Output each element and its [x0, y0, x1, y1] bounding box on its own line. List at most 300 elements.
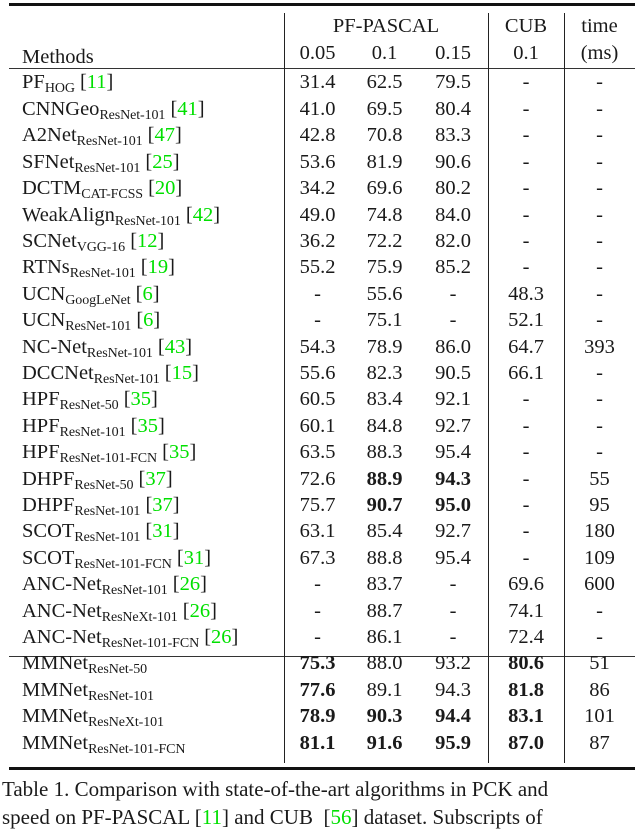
- citation-link-56[interactable]: 56: [330, 805, 352, 829]
- pck-01-cell: 69.5: [366, 97, 403, 120]
- pck-005-cell: 42.8: [299, 124, 336, 147]
- table-row: [9, 228, 635, 254]
- method-name-cell: [9, 69, 284, 96]
- pck-01-cell: 81.9: [366, 150, 403, 173]
- time-cell: -: [596, 150, 603, 173]
- backbone-subscript: ResNet-101-FCN: [59, 451, 157, 467]
- caption-line-2: [2, 803, 640, 831]
- pck-015-cell: 80.4: [435, 97, 471, 120]
- time-cell: -: [596, 71, 603, 94]
- method-name-cell: [9, 519, 284, 545]
- backbone-subscript: ResNet-50: [59, 398, 119, 414]
- caption-line-1: Table 1. Comparison with state-of-the-art algorithms in PCK and: [2, 777, 549, 801]
- backbone-subscript: ResNet-101: [59, 424, 126, 440]
- method-name-cell: [9, 651, 284, 677]
- pck-005-cell: 55.6: [299, 362, 336, 385]
- pck-015-cell: -: [449, 282, 457, 305]
- method-name: SCNet: [22, 229, 77, 252]
- citation-link[interactable]: 31: [152, 520, 173, 543]
- backbone-subscript: GoogLeNet: [65, 292, 131, 308]
- cub-pck-cell: 87.0: [508, 731, 544, 754]
- pck-01-cell: 75.1: [366, 309, 403, 332]
- bracket: [: [140, 150, 153, 173]
- citation-link[interactable]: 37: [145, 467, 166, 490]
- pck-005-cell: -: [314, 599, 321, 622]
- pck-015-cell: 93.2: [435, 652, 471, 675]
- table-row: [9, 651, 635, 677]
- bracket: ]: [213, 203, 221, 226]
- backbone-subscript: ResNet-101: [74, 160, 141, 176]
- bracket: [: [74, 71, 87, 94]
- backbone-subscript: ResNeXt-101: [101, 609, 178, 625]
- pck-01-cell: 86.1: [366, 626, 403, 649]
- bracket: ]: [231, 626, 239, 649]
- method-name-cell: [9, 122, 284, 148]
- table-row: [9, 334, 635, 360]
- pck-015-cell: 95.0: [435, 494, 471, 517]
- time-cell: -: [596, 256, 603, 279]
- method-name: WeakAlign: [22, 203, 115, 226]
- pck-01-cell: 72.2: [366, 229, 403, 252]
- time-cell: -: [596, 388, 603, 411]
- time-cell: -: [596, 626, 603, 649]
- backbone-subscript: ResNet-101: [65, 319, 132, 335]
- bracket: ]: [151, 388, 158, 411]
- citation-link[interactable]: 26: [179, 573, 201, 596]
- bracket: ]: [200, 573, 207, 596]
- cub-pck-cell: -: [522, 203, 530, 226]
- citation-link[interactable]: 35: [168, 441, 190, 464]
- pck-01-cell: 89.1: [366, 678, 403, 701]
- method-name-cell: [9, 730, 284, 756]
- method-name-cell: [9, 466, 284, 492]
- method-name: RTNs: [22, 256, 70, 279]
- pck-01-cell: 83.7: [366, 573, 403, 596]
- pck-005-cell: 63.1: [299, 520, 336, 543]
- bracket: ]: [175, 124, 182, 147]
- table-row: [9, 386, 635, 412]
- pck-01-cell: 74.8: [366, 203, 403, 226]
- pck-015-cell: 90.6: [435, 150, 471, 173]
- backbone-subscript: ResNet-101-FCN: [74, 556, 172, 572]
- method-name: DHPF: [22, 467, 75, 490]
- method-name: UCN: [22, 282, 66, 305]
- method-name-cell: [9, 228, 284, 254]
- bracket: ]: [157, 414, 165, 437]
- table-row: [9, 730, 635, 756]
- pfpascal-header: PF-PASCAL: [332, 14, 440, 37]
- cub-pck-cell: 72.4: [508, 626, 544, 649]
- citation-link[interactable]: 37: [152, 494, 173, 517]
- pck-015-cell: 84.0: [435, 203, 471, 226]
- cub-pck-cell: -: [522, 177, 530, 200]
- bracket: [: [171, 546, 184, 569]
- pck-01-cell: 88.9: [366, 467, 403, 490]
- pck-01-cell: 70.8: [366, 124, 403, 147]
- bracket: ]: [165, 467, 173, 490]
- table-bottom-rule: [9, 767, 635, 770]
- method-name-cell: [9, 571, 284, 597]
- time-cell: -: [596, 229, 603, 252]
- pck-015-cell: 79.5: [435, 71, 471, 94]
- table-row: [9, 466, 635, 492]
- time-cell: 51: [589, 652, 610, 675]
- citation-link[interactable]: 12: [137, 229, 158, 252]
- method-name-cell: [9, 624, 284, 650]
- citation-link[interactable]: 43: [164, 335, 186, 358]
- cub-pck-cell: -: [522, 97, 530, 120]
- cub-pck-cell: 52.1: [508, 309, 544, 332]
- table-row: [9, 69, 635, 96]
- backbone-subscript: ResNet-101: [76, 134, 143, 150]
- citation-link[interactable]: 19: [147, 256, 169, 279]
- method-name: CNNGeo: [22, 97, 100, 120]
- citation-link[interactable]: 47: [154, 124, 175, 147]
- method-name-cell: [9, 149, 284, 175]
- table-row: [9, 492, 635, 518]
- time-cell: -: [596, 177, 603, 200]
- backbone-subscript: ResNet-101: [69, 266, 136, 282]
- pck-01-cell: 90.3: [366, 705, 403, 728]
- bracket: ]: [210, 599, 217, 622]
- pck-015-cell: 83.3: [435, 124, 471, 147]
- pck-005-cell: 53.6: [299, 150, 336, 173]
- pck-005-cell: 55.2: [299, 256, 336, 279]
- table-row: [9, 703, 635, 729]
- table-row: [9, 254, 635, 280]
- pck-005-cell: -: [314, 309, 321, 332]
- citation-link[interactable]: 25: [152, 150, 173, 173]
- cub-pck-cell: -: [522, 388, 530, 411]
- cub-pck-cell: 69.6: [508, 573, 544, 596]
- time-cell: -: [596, 282, 603, 305]
- backbone-subscript: ResNet-50: [88, 662, 148, 678]
- pck-01-cell: 88.3: [366, 441, 403, 464]
- pck-01-cell: 91.6: [366, 731, 403, 754]
- pck-015-cell: 95.4: [435, 546, 471, 569]
- method-name: DHPF: [22, 494, 75, 517]
- pck-015-cell: 86.0: [435, 335, 471, 358]
- backbone-subscript: ResNet-101: [88, 688, 154, 704]
- pck-015-cell: 95.4: [435, 441, 471, 464]
- method-name-cell: [9, 386, 284, 412]
- pck-015-cell: 92.7: [435, 414, 471, 437]
- pck-01-cell: 78.9: [366, 335, 403, 358]
- pck-005-cell: 31.4: [299, 71, 336, 94]
- method-name-cell: [9, 703, 284, 729]
- bracket: ]: [185, 335, 193, 358]
- bracket: [: [165, 97, 178, 120]
- caption-text: speed on PF-PASCAL [: [2, 805, 202, 829]
- bracket: [: [142, 124, 155, 147]
- method-name-cell: [9, 677, 284, 703]
- pck-005-cell: 77.6: [299, 678, 336, 701]
- method-name: ANC-Net: [22, 573, 102, 596]
- bracket: [: [156, 441, 169, 464]
- pck-005-cell: 41.0: [299, 97, 336, 120]
- pck-01-cell: 83.4: [366, 388, 403, 411]
- pck-015-cell: -: [449, 626, 457, 649]
- method-name-cell: [9, 439, 284, 465]
- cub-pck-cell: -: [522, 124, 530, 147]
- time-cell: -: [596, 414, 603, 437]
- cub-pck-cell: -: [522, 546, 530, 569]
- pfpascal-alpha-015-header: 0.15: [435, 42, 471, 65]
- backbone-subscript: ResNet-101: [114, 213, 181, 229]
- pck-005-cell: 36.2: [299, 229, 336, 252]
- table-row: [9, 307, 635, 333]
- time-cell: 95: [589, 494, 610, 517]
- pck-005-cell: -: [314, 573, 321, 596]
- pck-005-cell: -: [314, 626, 321, 649]
- method-name: DCTM: [22, 177, 82, 200]
- cub-pck-cell: 81.8: [508, 678, 544, 701]
- bracket: [: [140, 494, 153, 517]
- method-name: MMNet: [22, 652, 89, 675]
- method-name: NC-Net: [22, 335, 87, 358]
- citation-link[interactable]: 6: [142, 282, 153, 305]
- citation-link[interactable]: 41: [177, 97, 198, 120]
- backbone-subscript: ResNet-101: [101, 583, 168, 599]
- backbone-subscript: ResNet-101: [93, 372, 160, 388]
- bracket: [: [130, 282, 143, 305]
- citation-link[interactable]: 11: [86, 71, 107, 94]
- method-name: SCOT: [22, 546, 75, 569]
- time-cell: -: [596, 309, 603, 332]
- time-cell: 109: [584, 546, 615, 569]
- table-row: [9, 545, 635, 571]
- method-name: A2Net: [22, 124, 77, 147]
- cub-pck-cell: 80.6: [508, 652, 544, 675]
- time-unit-header: (ms): [580, 42, 619, 65]
- bracket: [: [131, 309, 144, 332]
- bracket: [: [135, 256, 148, 279]
- cub-pck-cell: -: [522, 150, 530, 173]
- method-name-cell: [9, 254, 284, 280]
- cub-alpha-01-header: 0.1: [513, 42, 539, 65]
- bracket: [: [140, 520, 153, 543]
- time-cell: -: [596, 599, 603, 622]
- pck-005-cell: -: [314, 282, 321, 305]
- method-name: ANC-Net: [22, 626, 102, 649]
- citation-link-11[interactable]: 11: [201, 805, 222, 829]
- citation-link[interactable]: 6: [143, 309, 154, 332]
- pck-01-cell: 75.9: [366, 256, 403, 279]
- pck-015-cell: 80.2: [435, 177, 471, 200]
- method-name-cell: [9, 334, 284, 360]
- backbone-subscript: ResNet-101: [74, 530, 141, 546]
- method-name-cell: [9, 545, 284, 571]
- method-name: SFNet: [22, 150, 75, 173]
- bracket: [: [118, 388, 131, 411]
- cub-pck-cell: -: [522, 414, 530, 437]
- pck-01-cell: 88.0: [366, 652, 403, 675]
- bracket: ]: [172, 150, 180, 173]
- backbone-subscript: ResNeXt-101: [88, 715, 164, 731]
- cub-pck-cell: -: [522, 467, 530, 490]
- pck-01-cell: 82.3: [366, 362, 403, 385]
- pck-005-cell: 63.5: [299, 441, 336, 464]
- cub-pck-cell: 66.1: [508, 362, 544, 385]
- table-row: [9, 598, 635, 624]
- comparison-table: [9, 5, 635, 756]
- pck-015-cell: -: [449, 309, 457, 332]
- citation-link[interactable]: 26: [211, 626, 232, 649]
- method-name-cell: [9, 175, 284, 201]
- backbone-subscript: ResNet-101: [74, 504, 141, 520]
- pck-015-cell: -: [449, 599, 457, 622]
- bracket: [: [167, 573, 180, 596]
- backbone-subscript: VGG-16: [76, 239, 126, 255]
- table-row: [9, 624, 635, 650]
- citation-link[interactable]: 26: [189, 599, 211, 622]
- table-row: [9, 360, 635, 386]
- cub-pck-cell: 48.3: [508, 282, 544, 305]
- time-cell: 180: [584, 520, 615, 543]
- pck-005-cell: 54.3: [299, 335, 336, 358]
- pck-015-cell: 94.3: [435, 678, 471, 701]
- table-caption: [2, 775, 640, 831]
- bracket: ]: [172, 494, 180, 517]
- pck-015-cell: 94.4: [435, 705, 471, 728]
- method-name: DCCNet: [22, 362, 94, 385]
- citation-link[interactable]: 42: [192, 203, 214, 226]
- method-name: MMNet: [22, 705, 89, 728]
- table-row: [9, 519, 635, 545]
- citation-link[interactable]: 35: [130, 388, 152, 411]
- table-body: [9, 69, 635, 756]
- bracket: ]: [153, 309, 161, 332]
- method-name: ANC-Net: [22, 599, 102, 622]
- bracket: ]: [197, 97, 205, 120]
- bracket: ]: [175, 177, 183, 200]
- method-name-cell: [9, 598, 284, 624]
- method-name: HPF: [22, 441, 60, 464]
- pck-015-cell: 82.0: [435, 229, 471, 252]
- time-cell: -: [596, 441, 603, 464]
- table-row: [9, 439, 635, 465]
- pck-01-cell: 88.8: [366, 546, 403, 569]
- pck-01-cell: 88.7: [366, 599, 403, 622]
- bracket: [: [133, 467, 146, 490]
- backbone-subscript: ResNet-101: [99, 107, 166, 123]
- bracket: [: [125, 229, 138, 252]
- backbone-subscript: ResNet-101-FCN: [88, 741, 186, 757]
- bracket: ]: [172, 520, 180, 543]
- pck-005-cell: 34.2: [299, 177, 336, 200]
- time-cell: -: [596, 124, 603, 147]
- table-row: [9, 571, 635, 597]
- cub-pck-cell: -: [522, 520, 530, 543]
- cub-pck-cell: 64.7: [508, 335, 544, 358]
- methods-header: Methods: [22, 45, 94, 68]
- pck-005-cell: 72.6: [299, 467, 336, 490]
- pck-005-cell: 75.7: [299, 494, 336, 517]
- cub-pck-cell: 83.1: [508, 705, 544, 728]
- time-cell: -: [596, 203, 603, 226]
- pck-015-cell: 95.9: [435, 731, 471, 754]
- method-name: MMNet: [22, 731, 89, 754]
- method-name: HPF: [22, 388, 60, 411]
- bracket: ]: [157, 229, 165, 252]
- pck-01-cell: 90.7: [366, 494, 403, 517]
- pck-015-cell: 90.5: [435, 362, 471, 385]
- pck-015-cell: 92.7: [435, 520, 471, 543]
- bracket: [: [159, 362, 172, 385]
- pck-015-cell: 94.3: [435, 467, 471, 490]
- pck-01-cell: 55.6: [366, 282, 403, 305]
- pck-005-cell: 60.1: [299, 414, 336, 437]
- pck-01-cell: 69.6: [366, 177, 403, 200]
- bracket: ]: [204, 546, 212, 569]
- method-name-cell: [9, 307, 284, 333]
- pck-01-cell: 62.5: [366, 71, 403, 94]
- bracket: [: [199, 626, 212, 649]
- method-name-cell: [9, 96, 284, 122]
- backbone-subscript: HOG: [44, 81, 75, 97]
- table-row: [9, 175, 635, 201]
- bracket: [: [152, 335, 165, 358]
- cub-pck-cell: -: [522, 441, 530, 464]
- bracket: ]: [189, 441, 197, 464]
- bracket: [: [125, 414, 138, 437]
- backbone-subscript: ResNet-50: [74, 477, 134, 493]
- table-row: [9, 202, 635, 228]
- bracket: ]: [168, 256, 175, 279]
- cub-pck-cell: -: [522, 494, 530, 517]
- method-name-cell: [9, 413, 284, 439]
- method-name-cell: [9, 202, 284, 228]
- cub-pck-cell: -: [522, 229, 530, 252]
- cub-header: CUB: [504, 14, 548, 37]
- pck-005-cell: 67.3: [299, 546, 336, 569]
- pfpascal-alpha-005-header: 0.05: [299, 42, 336, 65]
- time-header: time: [581, 14, 618, 37]
- cub-pck-cell: -: [522, 256, 530, 279]
- caption-text: ] and CUB [: [221, 805, 331, 829]
- caption-text: ] dataset. Subscripts of: [351, 805, 543, 829]
- bracket: ]: [192, 362, 199, 385]
- table-row: [9, 96, 635, 122]
- table-row: [9, 413, 635, 439]
- citation-link[interactable]: 31: [183, 546, 205, 569]
- pck-01-cell: 84.8: [366, 414, 403, 437]
- table-row: [9, 281, 635, 307]
- bracket: [: [177, 599, 190, 622]
- time-cell: 55: [589, 467, 610, 490]
- bracket: [: [142, 177, 155, 200]
- cub-pck-cell: 74.1: [508, 599, 544, 622]
- method-name: SCOT: [22, 520, 75, 543]
- method-name: HPF: [22, 414, 60, 437]
- citation-link[interactable]: 15: [171, 362, 193, 385]
- citation-link[interactable]: 35: [137, 414, 158, 437]
- table-row: [9, 677, 635, 703]
- citation-link[interactable]: 20: [154, 177, 176, 200]
- time-cell: -: [596, 97, 603, 120]
- bracket: ]: [152, 282, 160, 305]
- bracket: ]: [106, 71, 114, 94]
- backbone-subscript: ResNet-101: [86, 345, 153, 361]
- backbone-subscript: ResNet-101-FCN: [101, 636, 200, 652]
- time-cell: 393: [584, 335, 615, 358]
- pck-015-cell: 92.1: [435, 388, 471, 411]
- bracket: [: [180, 203, 193, 226]
- pck-005-cell: 75.3: [299, 652, 336, 675]
- table-row: [9, 122, 635, 148]
- time-cell: 87: [589, 731, 610, 754]
- pck-015-cell: -: [449, 573, 457, 596]
